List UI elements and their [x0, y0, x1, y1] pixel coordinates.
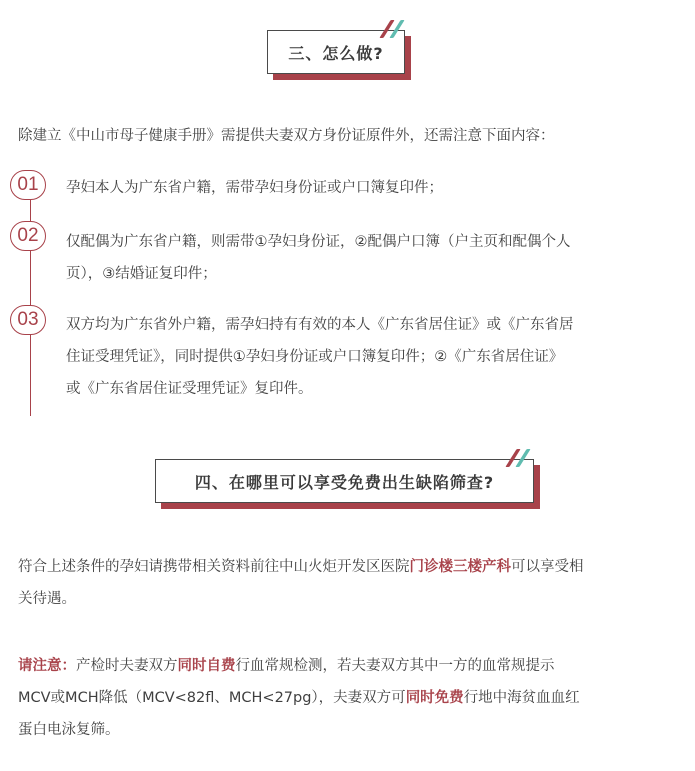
number-badge-03: [10, 305, 46, 335]
header-box: [155, 459, 534, 503]
number-badge-label: 02: [17, 225, 39, 246]
number-badge-label: 03: [17, 309, 39, 330]
list-item: 仅配偶为广东省户籍，则需带①孕妇身份证，②配偶户口簿（户主页和配偶个人 页），③结婚证复印件；: [66, 234, 571, 282]
number-badge-01: [10, 170, 46, 200]
section-header-3: [267, 30, 411, 80]
highlight-location: 门诊楼三楼产科: [409, 559, 511, 575]
section-header-4: [155, 459, 540, 509]
list-item: 孕妇本人为广东省户籍，需带孕妇身份证或户口簿复印件；: [66, 180, 443, 196]
number-badge-02: [10, 221, 46, 251]
header-box: [267, 30, 405, 74]
list-timeline-line: [30, 170, 31, 416]
intro-text: 除建立《中山市母子健康手册》需提供夫妻双方身份证原件外，还需注意下面内容：: [18, 128, 555, 144]
number-badge-label: 01: [17, 174, 39, 195]
notice-paragraph: 请注意：产检时夫妻双方同时自费行血常规检测，若夫妻双方其中一方的血常规提示 MCV或MCH降低（MCV<82fl、MCH<27pg），夫妻双方可同时免费行地中海贫血血红 蛋白电泳复筛。: [18, 658, 580, 738]
notice-label: 请注意：: [18, 658, 76, 674]
highlight-free: 同时免费: [405, 690, 464, 706]
list-item: 双方均为广东省外户籍，需孕妇持有有效的本人《广东省居住证》或《广东省居 住证受理凭证》，同时提供①孕妇身份证或户口簿复印件；②《广东省居住证》 或《广东省居住证受理凭证》复印件。: [66, 317, 574, 397]
section-title: 三、怎么做?: [288, 43, 384, 63]
section-title: 四、在哪里可以享受免费出生缺陷筛查?: [194, 472, 495, 492]
location-paragraph: 符合上述条件的孕妇请携带相关资料前往中山火炬开发区医院门诊楼三楼产科可以享受相 关待遇。: [18, 559, 584, 607]
highlight-self-pay: 同时自费: [177, 658, 236, 674]
